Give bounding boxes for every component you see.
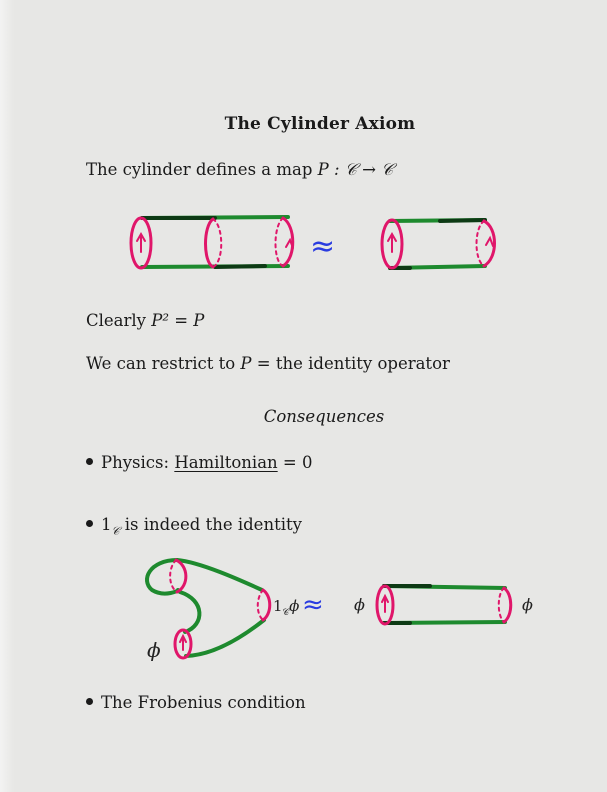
bullet-frobenius: [86, 693, 306, 712]
phi-label-mid: ϕ: [354, 595, 365, 614]
bullet-frobenius-text: The Frobenius condition: [101, 693, 306, 712]
approx-symbol-2: ≈: [302, 590, 324, 620]
bullet-physics-suffix: = 0: [277, 453, 313, 472]
bullet-identity-sub: 𝒞: [111, 524, 120, 538]
consequences-heading: Consequences: [263, 407, 385, 426]
bullet-physics-prefix: Physics:: [101, 453, 175, 472]
intro-text: The cylinder defines a map: [86, 160, 318, 179]
bullet-identity: [86, 515, 302, 538]
restrict-prefix: We can restrict to: [86, 354, 241, 373]
intro-math: P : 𝒞 → 𝒞: [317, 160, 394, 179]
identity-cylinder: [377, 586, 511, 624]
bullet-identity-text: is indeed the identity: [119, 515, 302, 534]
page-title: The Cylinder Axiom: [224, 114, 416, 134]
bullet-physics: [86, 453, 313, 472]
restrict-math: P: [240, 354, 252, 373]
phi-label-right: ϕ: [522, 595, 533, 614]
bullet-dot: [86, 520, 93, 527]
bullet-identity-math: 1: [101, 515, 112, 534]
clearly-line: [86, 311, 204, 330]
phi-label-left: ϕ: [147, 638, 161, 662]
restrict-line: [86, 354, 450, 373]
approx-symbol-1: ≈: [310, 229, 336, 264]
composed-cylinder: [131, 217, 293, 268]
pants-diagram: [147, 560, 270, 658]
restrict-suffix: = the identity operator: [251, 354, 450, 373]
clearly-text: Clearly: [86, 311, 152, 330]
clearly-math: P² = P: [151, 311, 205, 330]
bullet-dot: [86, 698, 93, 705]
bullet-dot: [86, 458, 93, 465]
single-cylinder: [382, 220, 495, 268]
one-c-label: $1_𝒞\phi$: [273, 597, 300, 618]
bullet-physics-hamiltonian: Hamiltonian: [174, 453, 278, 472]
